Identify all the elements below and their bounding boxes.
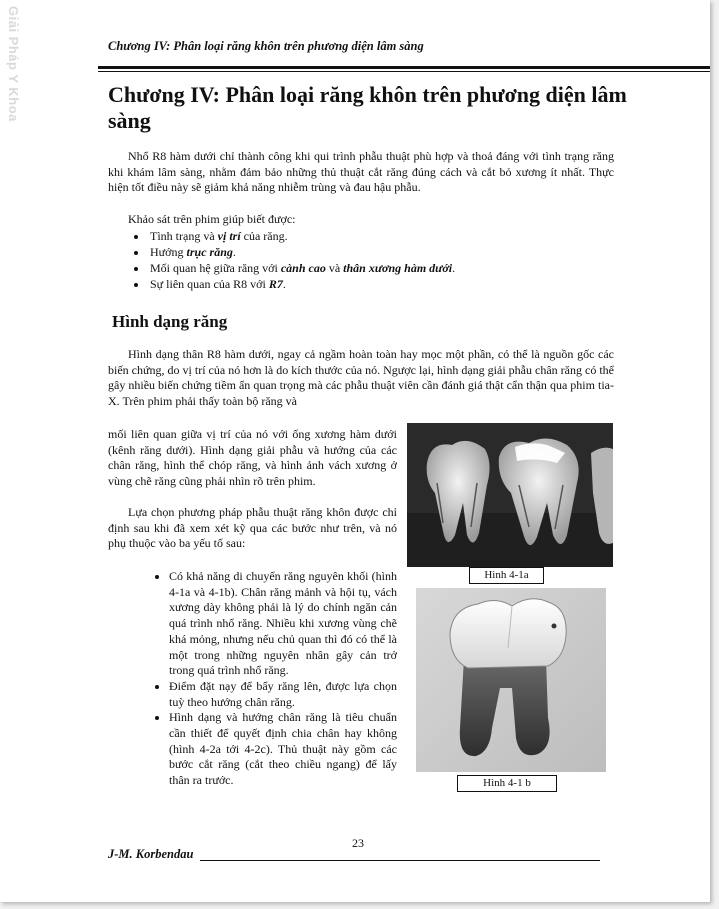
side-watermark: Giải Pháp Y Khoa xyxy=(6,6,21,122)
list-item: • Có khả năng di chuyển răng nguyên khối (hình 4-1a và 4-1b). Chân răng mảnh và hội tụ, vách xương dày không phải là lý do chính ngăn cản quá trình nhổ răng. Nhiều khi xương vùng chẽ khá mỏng, nhưng nếu chủ quan thì đó có thể là một trong những nguyên nhân gây cản trở trong quá trình nhổ răng. xyxy=(169,569,397,679)
header-rule-thick xyxy=(98,66,710,69)
list-item: • Điểm đặt nạy để bẩy răng lên, được lựa chọn tuỳ theo hướng chân răng. xyxy=(169,679,397,710)
paragraph-shape: Hình dạng thân R8 hàm dưới, ngay cả ngầm hoàn toàn hay mọc một phần, có thể là nguồn gốc các biến chứng, do vị trí của nó hơn là do kích thước của nó. Ngược lại, hình dạng giải phẫu chân răng có thể gây nhiều biến chứng tiềm ẩn quan trọng mà các phẫu thuật viên cần đánh giá thật cẩn thận qua phim tia-X. Trên phim phải thấy toàn bộ răng và xyxy=(108,347,614,408)
extracted-tooth-figure xyxy=(416,588,606,772)
paragraph-method: Lựa chọn phương pháp phẫu thuật răng khôn được chỉ định sau khi đã xem xét kỹ qua các bước như trên, và nó phụ thuộc vào ba yếu tố sau: xyxy=(108,505,397,550)
side-strip xyxy=(0,0,30,902)
survey-list xyxy=(128,228,618,292)
chapter-title: Chương IV: Phân loại răng khôn trên phương diện lâm sàng xyxy=(108,82,627,133)
header-rule-thin xyxy=(98,71,710,72)
paragraph-intro: Nhổ R8 hàm dưới chỉ thành công khi qui trình phẫu thuật phù hợp và thoả đáng với tình trạng răng khi khám lâm sàng, nhằm đảm bảo những thủ thuật cắt răng đúng cách và cắt bỏ xương ít nhất. Thực hiện tốt điều này sẽ giảm khả năng nhiễm trùng và đau hậu phẫu. xyxy=(108,149,614,194)
list-item: • Mối quan hệ giữa răng với cành cao và thân xương hàm dưới. xyxy=(148,260,618,276)
survey-intro: Khảo sát trên phim giúp biết được: xyxy=(128,212,296,226)
footer-author: J-M. Korbendau xyxy=(108,847,194,861)
figure-caption-4-1a: Hình 4-1a xyxy=(469,567,544,584)
footer-rule xyxy=(200,860,600,861)
figure-caption-4-1b: Hình 4-1 b xyxy=(457,775,557,792)
list-item: • Hình dạng và hướng chân răng là tiêu chuẩn cần thiết để quyết định chia chân hay không (hình 4-2a tới 4-2c). Thủ thuật này gồm các bước cắt răng (cắt theo chiều ngang) để lấy thân ra trước. xyxy=(169,710,397,789)
paragraph-shape-cont: mối liên quan giữa vị trí của nó với ống xương hàm dưới (kênh răng dưới). Hình dạng giải phẫu và hướng của các chân răng, hình thể chóp răng, và hình ảnh vách xương ở vùng chẽ răng cũng phải nhìn rõ trên phim. xyxy=(108,427,397,488)
list-item: • Hướng trục răng. xyxy=(148,244,618,260)
running-header: Chương IV: Phân loại răng khôn trên phương diện lâm sàng xyxy=(108,39,424,53)
xray-figure xyxy=(407,423,613,567)
section-heading: Hình dạng răng xyxy=(112,312,228,331)
page-number: 23 xyxy=(352,836,364,850)
factor-list xyxy=(150,569,397,789)
list-item: • Sự liên quan của R8 với R7. xyxy=(148,276,618,292)
list-item: • Tình trạng và vị trí của răng. xyxy=(148,228,618,244)
